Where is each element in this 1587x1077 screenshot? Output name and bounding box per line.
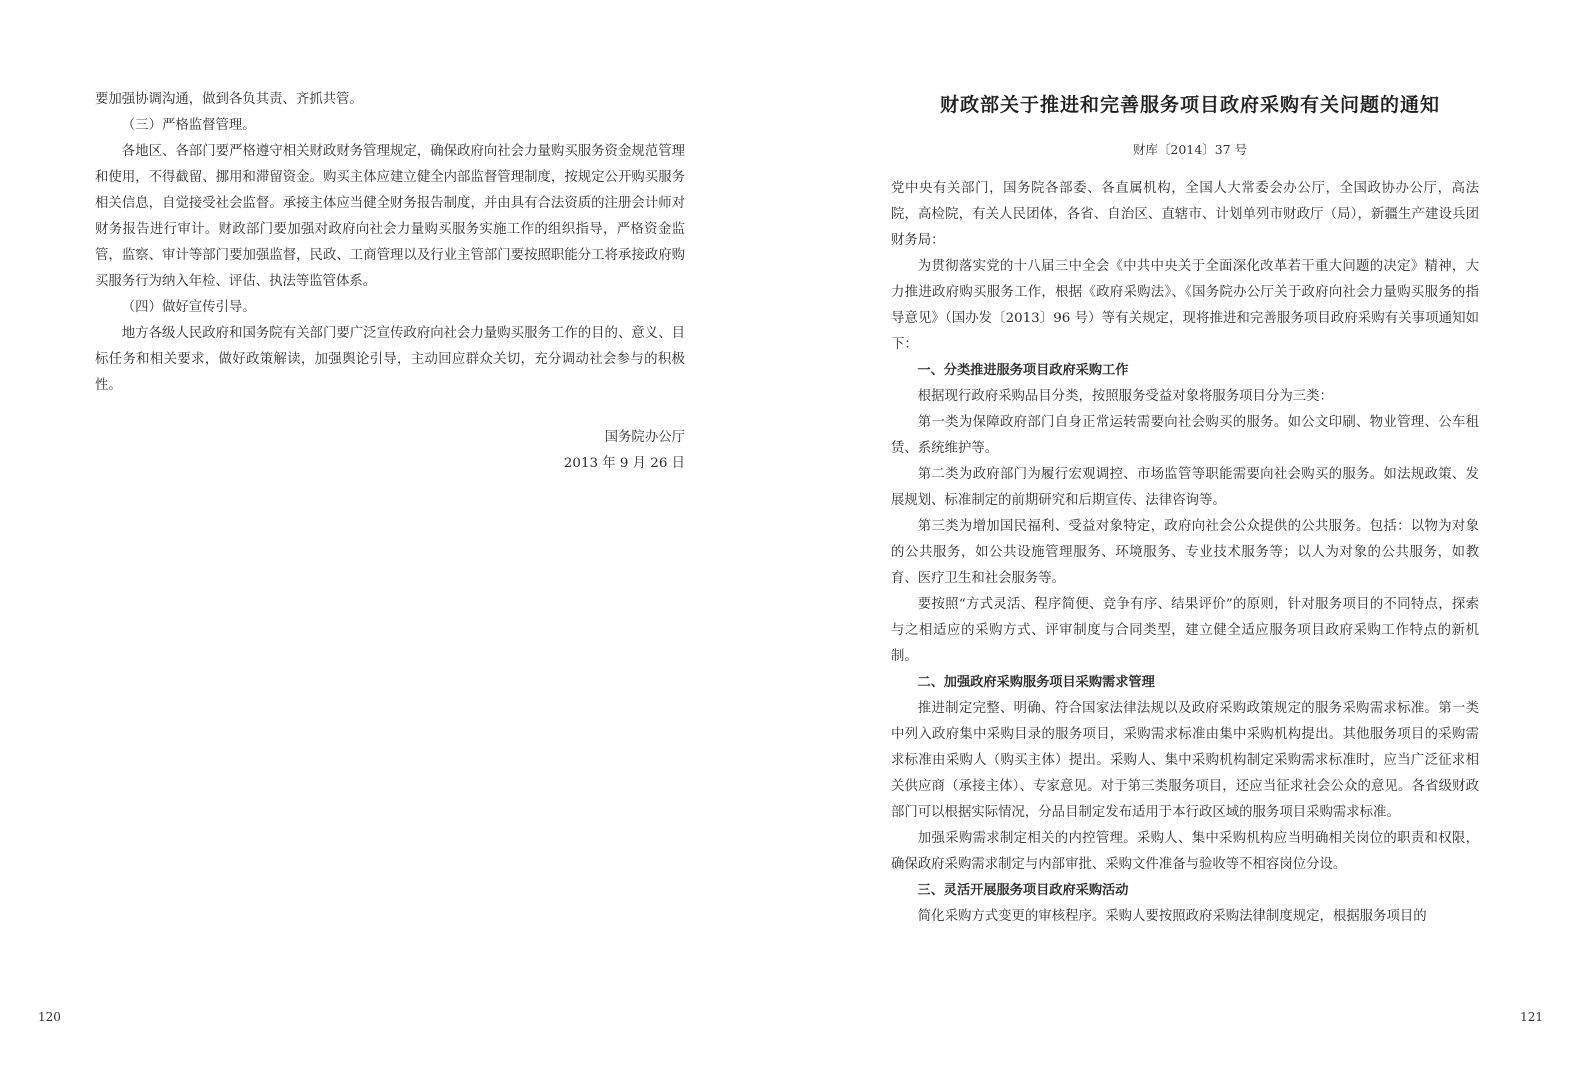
signature-date: 2013 年 9 月 26 日 <box>563 456 685 471</box>
page-number-left: 120 <box>38 1010 61 1024</box>
section-heading: 二、加强政府采购服务项目采购需求管理 <box>917 675 1155 690</box>
paragraph: 第二类为政府部门为履行宏观调控、市场监管等职能需要向社会购买的服务。如法规政策、发展规划、标准制定的前期研究和后期宣传、法律咨询等。 <box>891 467 1479 508</box>
paragraph: 第三类为增加国民福利、受益对象特定，政府向社会公众提供的公共服务。包括：以物为对象的公共服务，如公共设施管理服务、环境服务、专业技术服务等；以人为对象的公共服务，如教育、医疗卫生和社会服务等。 <box>891 519 1479 586</box>
paragraph: 加强采购需求制定相关的内控管理。采购人、集中采购机构应当明确相关岗位的职责和权限，确保政府采购需求制定与内部审批、采购文件准备与验收等不相容岗位分设。 <box>891 831 1479 872</box>
right-page <box>793 0 1587 1077</box>
section-heading: （四）做好宣传引导。 <box>121 300 256 315</box>
paragraph: 推进制定完整、明确、符合国家法律法规以及政府采购政策规定的服务采购需求标准。第一类中列入政府集中采购目录的服务项目，采购需求标准由集中采购机构提出。其他服务项目的采购需求标准由采购人（购买主体）提出。采购人、集中采购机构制定采购需求标准时，应当广泛征求相关供应商（承接主体）、专家意见。对于第三类服务项目，还应当征求社会公众的意见。各省级财政部门可以根据实际情况，分品目制定发布适用于本行政区域的服务项目采购需求标准。 <box>891 701 1479 820</box>
right-page-body <box>891 176 1479 930</box>
document-number: 财库〔2014〕37 号 <box>1132 142 1248 157</box>
paragraph: 要加强协调沟通，做到各负其责、齐抓共管。 <box>95 92 363 107</box>
document-title: 财政部关于推进和完善服务项目政府采购有关问题的通知 <box>939 94 1440 116</box>
paragraph: 各地区、各部门要严格遵守相关财政财务管理规定，确保政府向社会力量购买服务资金规范管理和使用，不得截留、挪用和滞留资金。购买主体应建立健全内部监督管理制度，按规定公开购买服务相关信息，自觉接受社会监督。承接主体应当健全财务报告制度，并由具有合法资质的注册会计师对财务报告进行审计。财政部门要加强对政府向社会力量购买服务实施工作的组织指导，严格资金监管，监察、审计等部门要加强监督，民政、工商管理以及行业主管部门要按照职能分工将承接政府购买服务行为纳入年检、评估、执法等监管体系。 <box>95 144 685 289</box>
paragraph: 地方各级人民政府和国务院有关部门要广泛宣传政府向社会力量购买服务工作的目的、意义、目标任务和相关要求，做好政策解读，加强舆论引导，主动回应群众关切，充分调动社会参与的积极性。 <box>95 326 685 393</box>
left-page-body <box>95 87 685 477</box>
paragraph: 第一类为保障政府部门自身正常运转需要向社会购买的服务。如公文印刷、物业管理、公车租赁、系统维护等。 <box>891 415 1479 456</box>
section-heading: 三、灵活开展服务项目政府采购活动 <box>917 883 1129 898</box>
page-number-right: 121 <box>1520 1010 1543 1024</box>
paragraph: 根据现行政府采购品目分类，按照服务受益对象将服务项目分为三类： <box>917 389 1333 404</box>
paragraph: 简化采购方式变更的审核程序。采购人要按照政府采购法律制度规定，根据服务项目的 <box>917 909 1427 924</box>
section-heading: 一、分类推进服务项目政府采购工作 <box>917 363 1129 378</box>
signature: 国务院办公厅 <box>604 430 685 445</box>
addressee: 党中央有关部门，国务院各部委、各直属机构，全国人大常委会办公厅，全国政协办公厅，高法院，高检院，有关人民团体，各省、自治区、直辖市、计划单列市财政厅（局），新疆生产建设兵团财务局： <box>891 181 1479 248</box>
paragraph: 为贯彻落实党的十八届三中全会《中共中央关于全面深化改革若干重大问题的决定》精神，大力推进政府购买服务工作，根据《政府采购法》、《国务院办公厅关于政府向社会力量购买服务的指导意见》（国办发〔2013〕96 号）等有关规定，现将推进和完善服务项目政府采购有关事项通知如下： <box>891 259 1479 352</box>
paragraph: 要按照“方式灵活、程序简便、竞争有序、结果评价”的原则，针对服务项目的不同特点，探索与之相适应的采购方式、评审制度与合同类型，建立健全适应服务项目政府采购工作特点的新机制。 <box>891 597 1479 664</box>
section-heading: （三）严格监督管理。 <box>121 118 256 133</box>
left-page <box>0 0 793 1077</box>
